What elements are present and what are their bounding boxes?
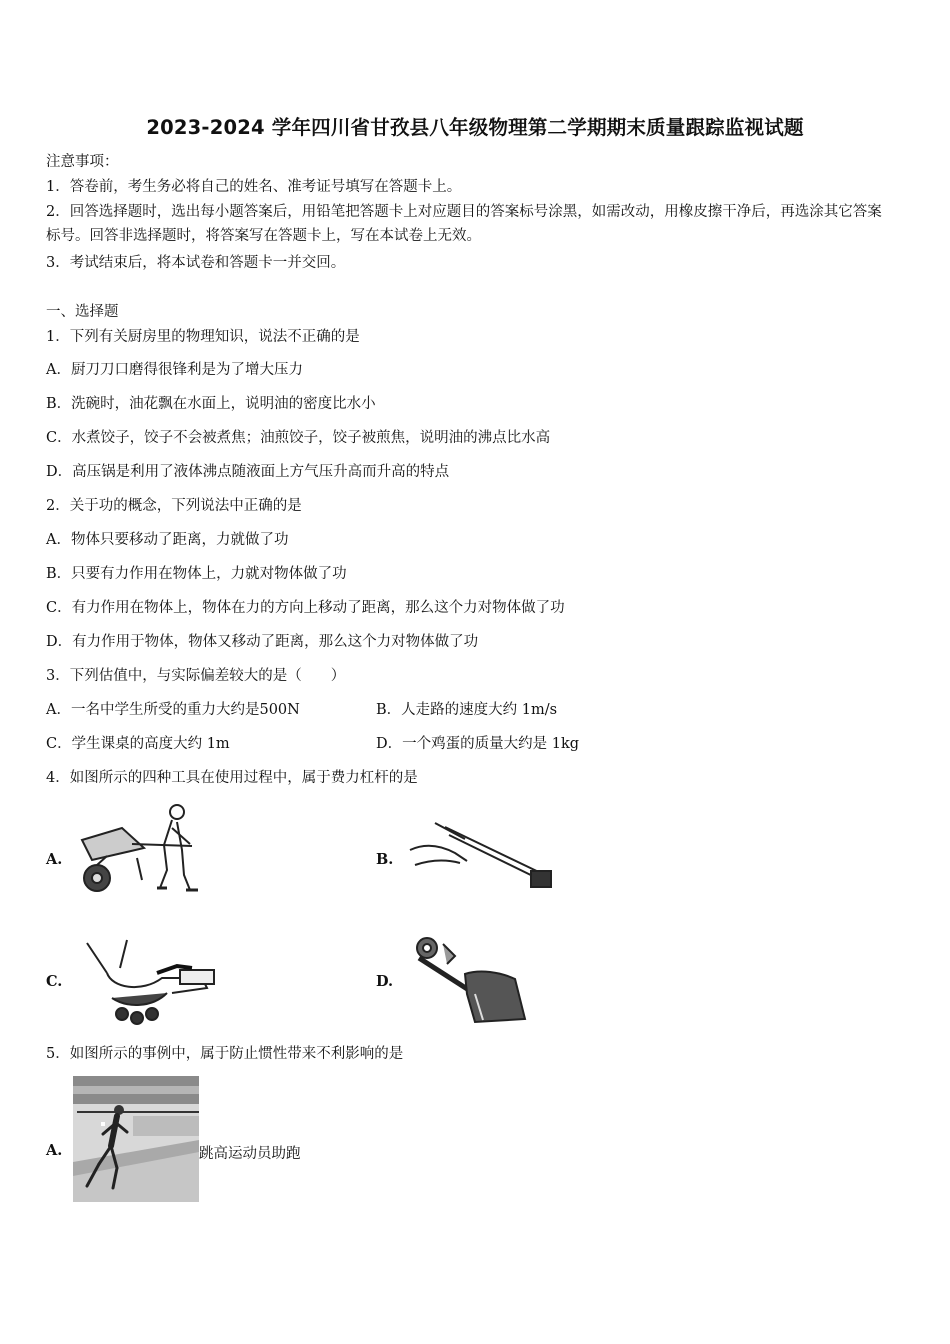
q4-label-a: A. [46, 851, 63, 868]
q4-label-d: D. [376, 973, 394, 990]
q1-stem: 1．下列有关厨房里的物理知识，说法不正确的是 [46, 329, 360, 345]
q1-option-a: A．厨刀刀口磨得很锋利是为了增大压力 [46, 362, 303, 378]
q3-option-d: D．一个鸡蛋的质量大约是 1kg [376, 736, 580, 752]
section-heading: 一、选择题 [46, 304, 119, 320]
q4-label-b: B. [376, 851, 394, 868]
q2-option-d: D．有力作用于物体，物体又移动了距离，那么这个力对物体做了功 [46, 634, 479, 650]
q1-option-c: C．水煮饺子，饺子不会被煮焦；油煎饺子，饺子被煎焦，说明油的沸点比水高 [46, 430, 551, 446]
q2-option-b: B．只要有力作用在物体上，力就对物体做了功 [46, 566, 347, 582]
notice-item-3: 3．考试结束后，将本试卷和答题卡一并交回。 [46, 255, 346, 271]
q5-stem: 5．如图所示的事例中，属于防止惯性带来不利影响的是 [46, 1046, 404, 1062]
q5-option-a-caption: 跳高运动员助跑 [199, 1146, 301, 1162]
q1-option-d: D．高压锅是利用了液体沸点随液面上方气压升高而升高的特点 [46, 464, 450, 480]
nutcracker-figure [82, 938, 222, 1028]
wrench-figure [405, 934, 530, 1024]
q2-option-c: C．有力作用在物体上，物体在力的方向上移动了距离，那么这个力对物体做了功 [46, 600, 565, 616]
tongs-figure [405, 815, 560, 895]
wheelbarrow-figure [72, 800, 212, 895]
q2-stem: 2．关于功的概念，下列说法中正确的是 [46, 498, 302, 514]
notice-heading: 注意事项： [46, 154, 119, 170]
q3-stem: 3．下列估值中，与实际偏差较大的是（ ） [46, 668, 346, 684]
q3-option-a: A．一名中学生所受的重力大约是500N [46, 702, 300, 718]
q1-option-b: B．洗碗时，油花飘在水面上，说明油的密度比水小 [46, 396, 376, 412]
high-jump-photo [73, 1076, 199, 1202]
q3-option-c: C．学生课桌的高度大约 1m [46, 736, 230, 752]
q4-label-c: C. [46, 973, 63, 990]
notice-item-2: 2．回答选择题时，选出每小题答案后，用铅笔把答题卡上对应题目的答案标号涂黑，如需改动，用橡皮擦干净后，再选涂其它答案标号。回答非选择题时，将答案写在答题卡上，写在本试卷上无效。 [46, 204, 882, 244]
q3-option-b: B．人走路的速度大约 1m/s [376, 702, 558, 718]
q4-stem: 4．如图所示的四种工具在使用过程中，属于费力杠杆的是 [46, 770, 418, 786]
notice-item-1: 1．答卷前，考生务必将自己的姓名、准考证号填写在答题卡上。 [46, 179, 462, 195]
page-title: 2023-2024 学年四川省甘孜县八年级物理第二学期期末质量跟踪监视试题 [146, 116, 804, 139]
q2-option-a: A．物体只要移动了距离，力就做了功 [46, 532, 289, 548]
q5-label-a: A. [46, 1142, 63, 1159]
